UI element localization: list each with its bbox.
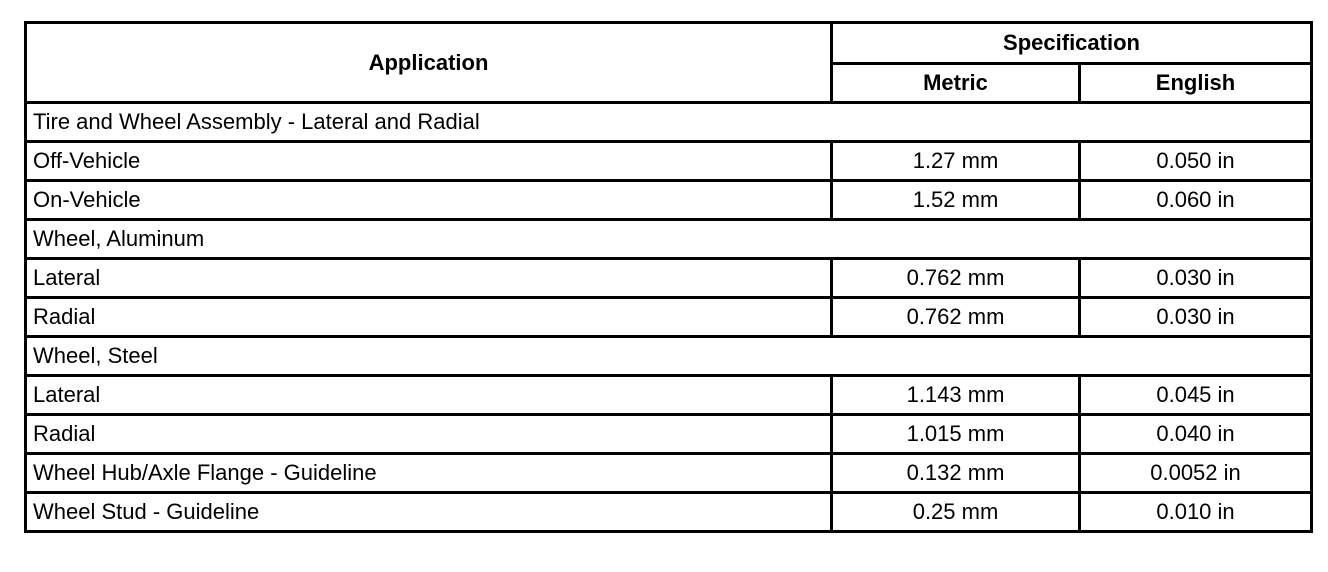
application-cell: Off-Vehicle: [26, 142, 832, 181]
application-cell: Wheel Stud - Guideline: [26, 493, 832, 532]
table-row: [26, 493, 1312, 532]
english-cell: 0.030 in: [1080, 259, 1312, 298]
table-row: [26, 337, 1312, 376]
english-cell: 0.010 in: [1080, 493, 1312, 532]
specification-header: Specification: [832, 23, 1312, 64]
metric-cell: 0.762 mm: [832, 259, 1080, 298]
application-header: Application: [26, 23, 832, 103]
english-cell: 0.060 in: [1080, 181, 1312, 220]
metric-cell: 0.25 mm: [832, 493, 1080, 532]
table-row: [26, 415, 1312, 454]
metric-header: Metric: [832, 64, 1080, 103]
english-cell: 0.040 in: [1080, 415, 1312, 454]
table-row: [26, 298, 1312, 337]
group-label: Wheel, Aluminum: [26, 220, 1312, 259]
metric-cell: 1.52 mm: [832, 181, 1080, 220]
english-cell: 0.045 in: [1080, 376, 1312, 415]
english-cell: 0.050 in: [1080, 142, 1312, 181]
group-label: Tire and Wheel Assembly - Lateral and Radial: [26, 103, 1312, 142]
metric-cell: 1.27 mm: [832, 142, 1080, 181]
metric-cell: 0.132 mm: [832, 454, 1080, 493]
english-header: English: [1080, 64, 1312, 103]
table-row: [26, 376, 1312, 415]
table-row: [26, 454, 1312, 493]
group-label: Wheel, Steel: [26, 337, 1312, 376]
table-row: [26, 103, 1312, 142]
table-row: [26, 142, 1312, 181]
application-cell: Lateral: [26, 259, 832, 298]
metric-cell: 1.015 mm: [832, 415, 1080, 454]
application-cell: Wheel Hub/Axle Flange - Guideline: [26, 454, 832, 493]
table-row: [26, 259, 1312, 298]
table-row: [26, 181, 1312, 220]
english-cell: 0.0052 in: [1080, 454, 1312, 493]
application-cell: Lateral: [26, 376, 832, 415]
application-cell: Radial: [26, 415, 832, 454]
runout-specification-table: [24, 21, 1313, 533]
application-cell: On-Vehicle: [26, 181, 832, 220]
table-row: [26, 220, 1312, 259]
english-cell: 0.030 in: [1080, 298, 1312, 337]
metric-cell: 1.143 mm: [832, 376, 1080, 415]
metric-cell: 0.762 mm: [832, 298, 1080, 337]
application-cell: Radial: [26, 298, 832, 337]
